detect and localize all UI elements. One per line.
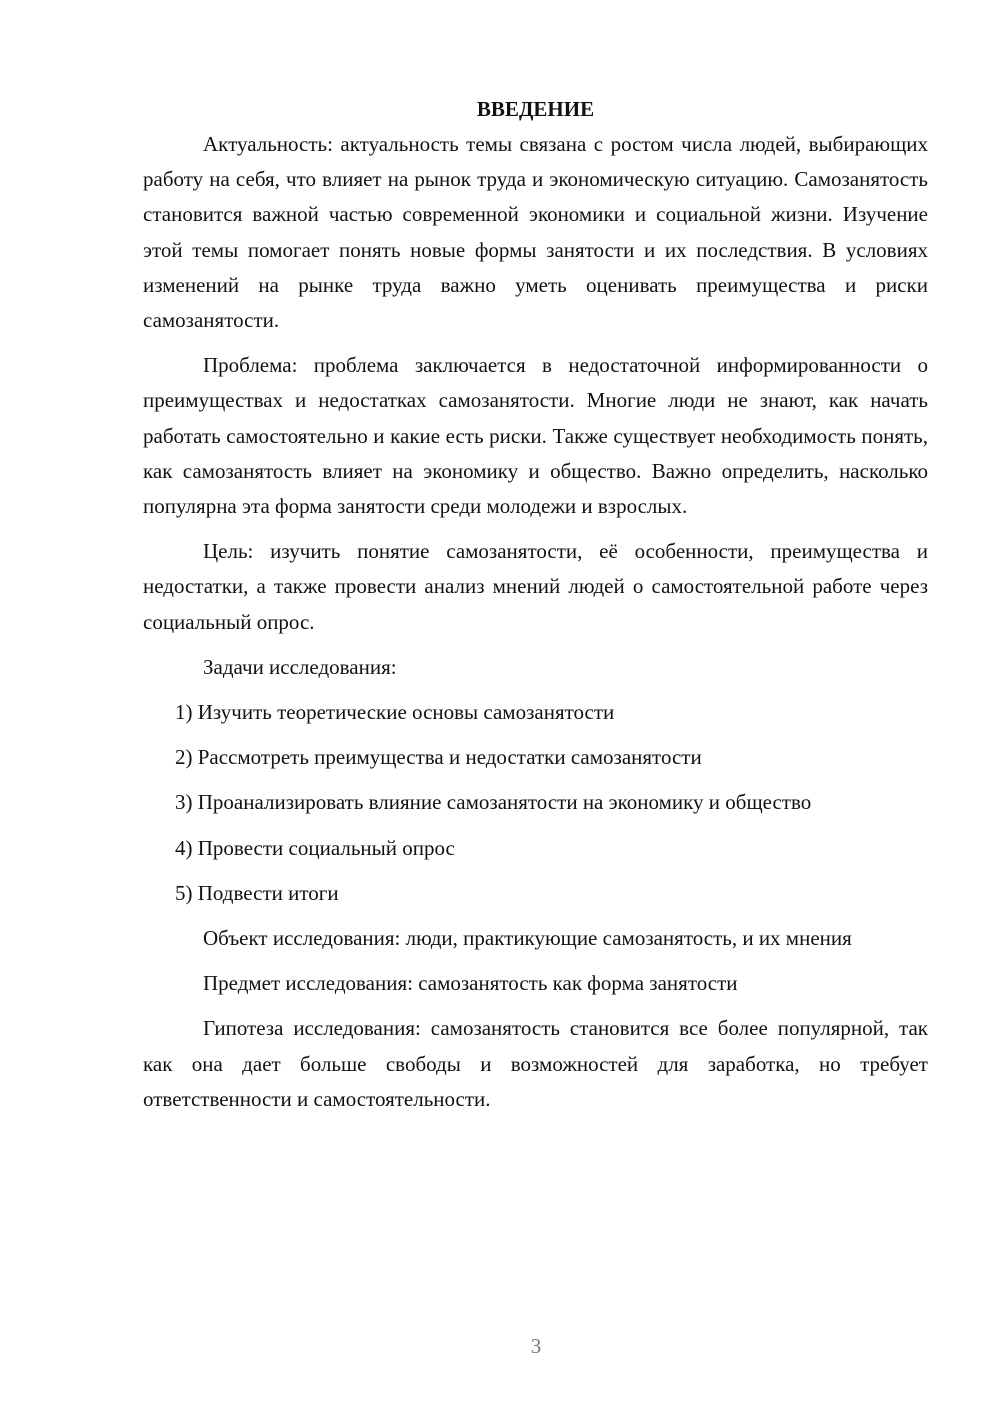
task-item-5: 5) Подвести итоги xyxy=(175,880,339,905)
task-item-4: 4) Провести социальный опрос xyxy=(175,835,455,860)
paragraph-hypothesis: Гипотеза исследования: самозанятость становится все более популярной, так как она дает больше свободы и возможностей для заработка, но требует ответственности и самостоятельности. xyxy=(143,1016,928,1111)
section-title: ВВЕДЕНИЕ xyxy=(476,97,595,121)
tasks-intro: Задачи исследования: xyxy=(203,654,397,679)
paragraph-object: Объект исследования: люди, практикующие самозанятость, и их мнения xyxy=(203,926,852,951)
paragraph-subject: Предмет исследования: самозанятость как форма занятости xyxy=(203,971,738,996)
paragraph-relevance: Актуальность: актуальность темы связана с ростом числа людей, выбирающих работу на себя, что влияет на рынок труда и экономическую ситуацию. Самозанятость становится важной частью современной экономики и социальной жизни. Изучение этой темы помогает понять новые формы занятости и их последствия. В условиях изменений на рынке труда важно уметь оценивать преимущества и риски самозанятости. xyxy=(143,132,928,333)
task-item-2: 2) Рассмотреть преимущества и недостатки самозанятости xyxy=(175,745,702,770)
paragraph-problem: Проблема: проблема заключается в недостаточной информированности о преимуществах и недостатках самозанятости. Многие люди не знают, как начать работать самостоятельно и какие есть риски. Также существует необходимость понять, как самозанятость влияет на экономику и общество. Важно определить, насколько популярна эта форма занятости среди молодежи и взрослых. xyxy=(143,353,928,519)
task-item-1: 1) Изучить теоретические основы самозанятости xyxy=(175,700,615,725)
paragraph-goal: Цель: изучить понятие самозанятости, её особенности, преимущества и недостатки, а также провести анализ мнений людей о самостоятельной работе через социальный опрос. xyxy=(143,539,928,634)
task-item-3: 3) Проанализировать влияние самозанятости на экономику и общество xyxy=(175,790,812,815)
page-content xyxy=(143,92,928,1117)
page-number: 3 xyxy=(530,1334,542,1358)
